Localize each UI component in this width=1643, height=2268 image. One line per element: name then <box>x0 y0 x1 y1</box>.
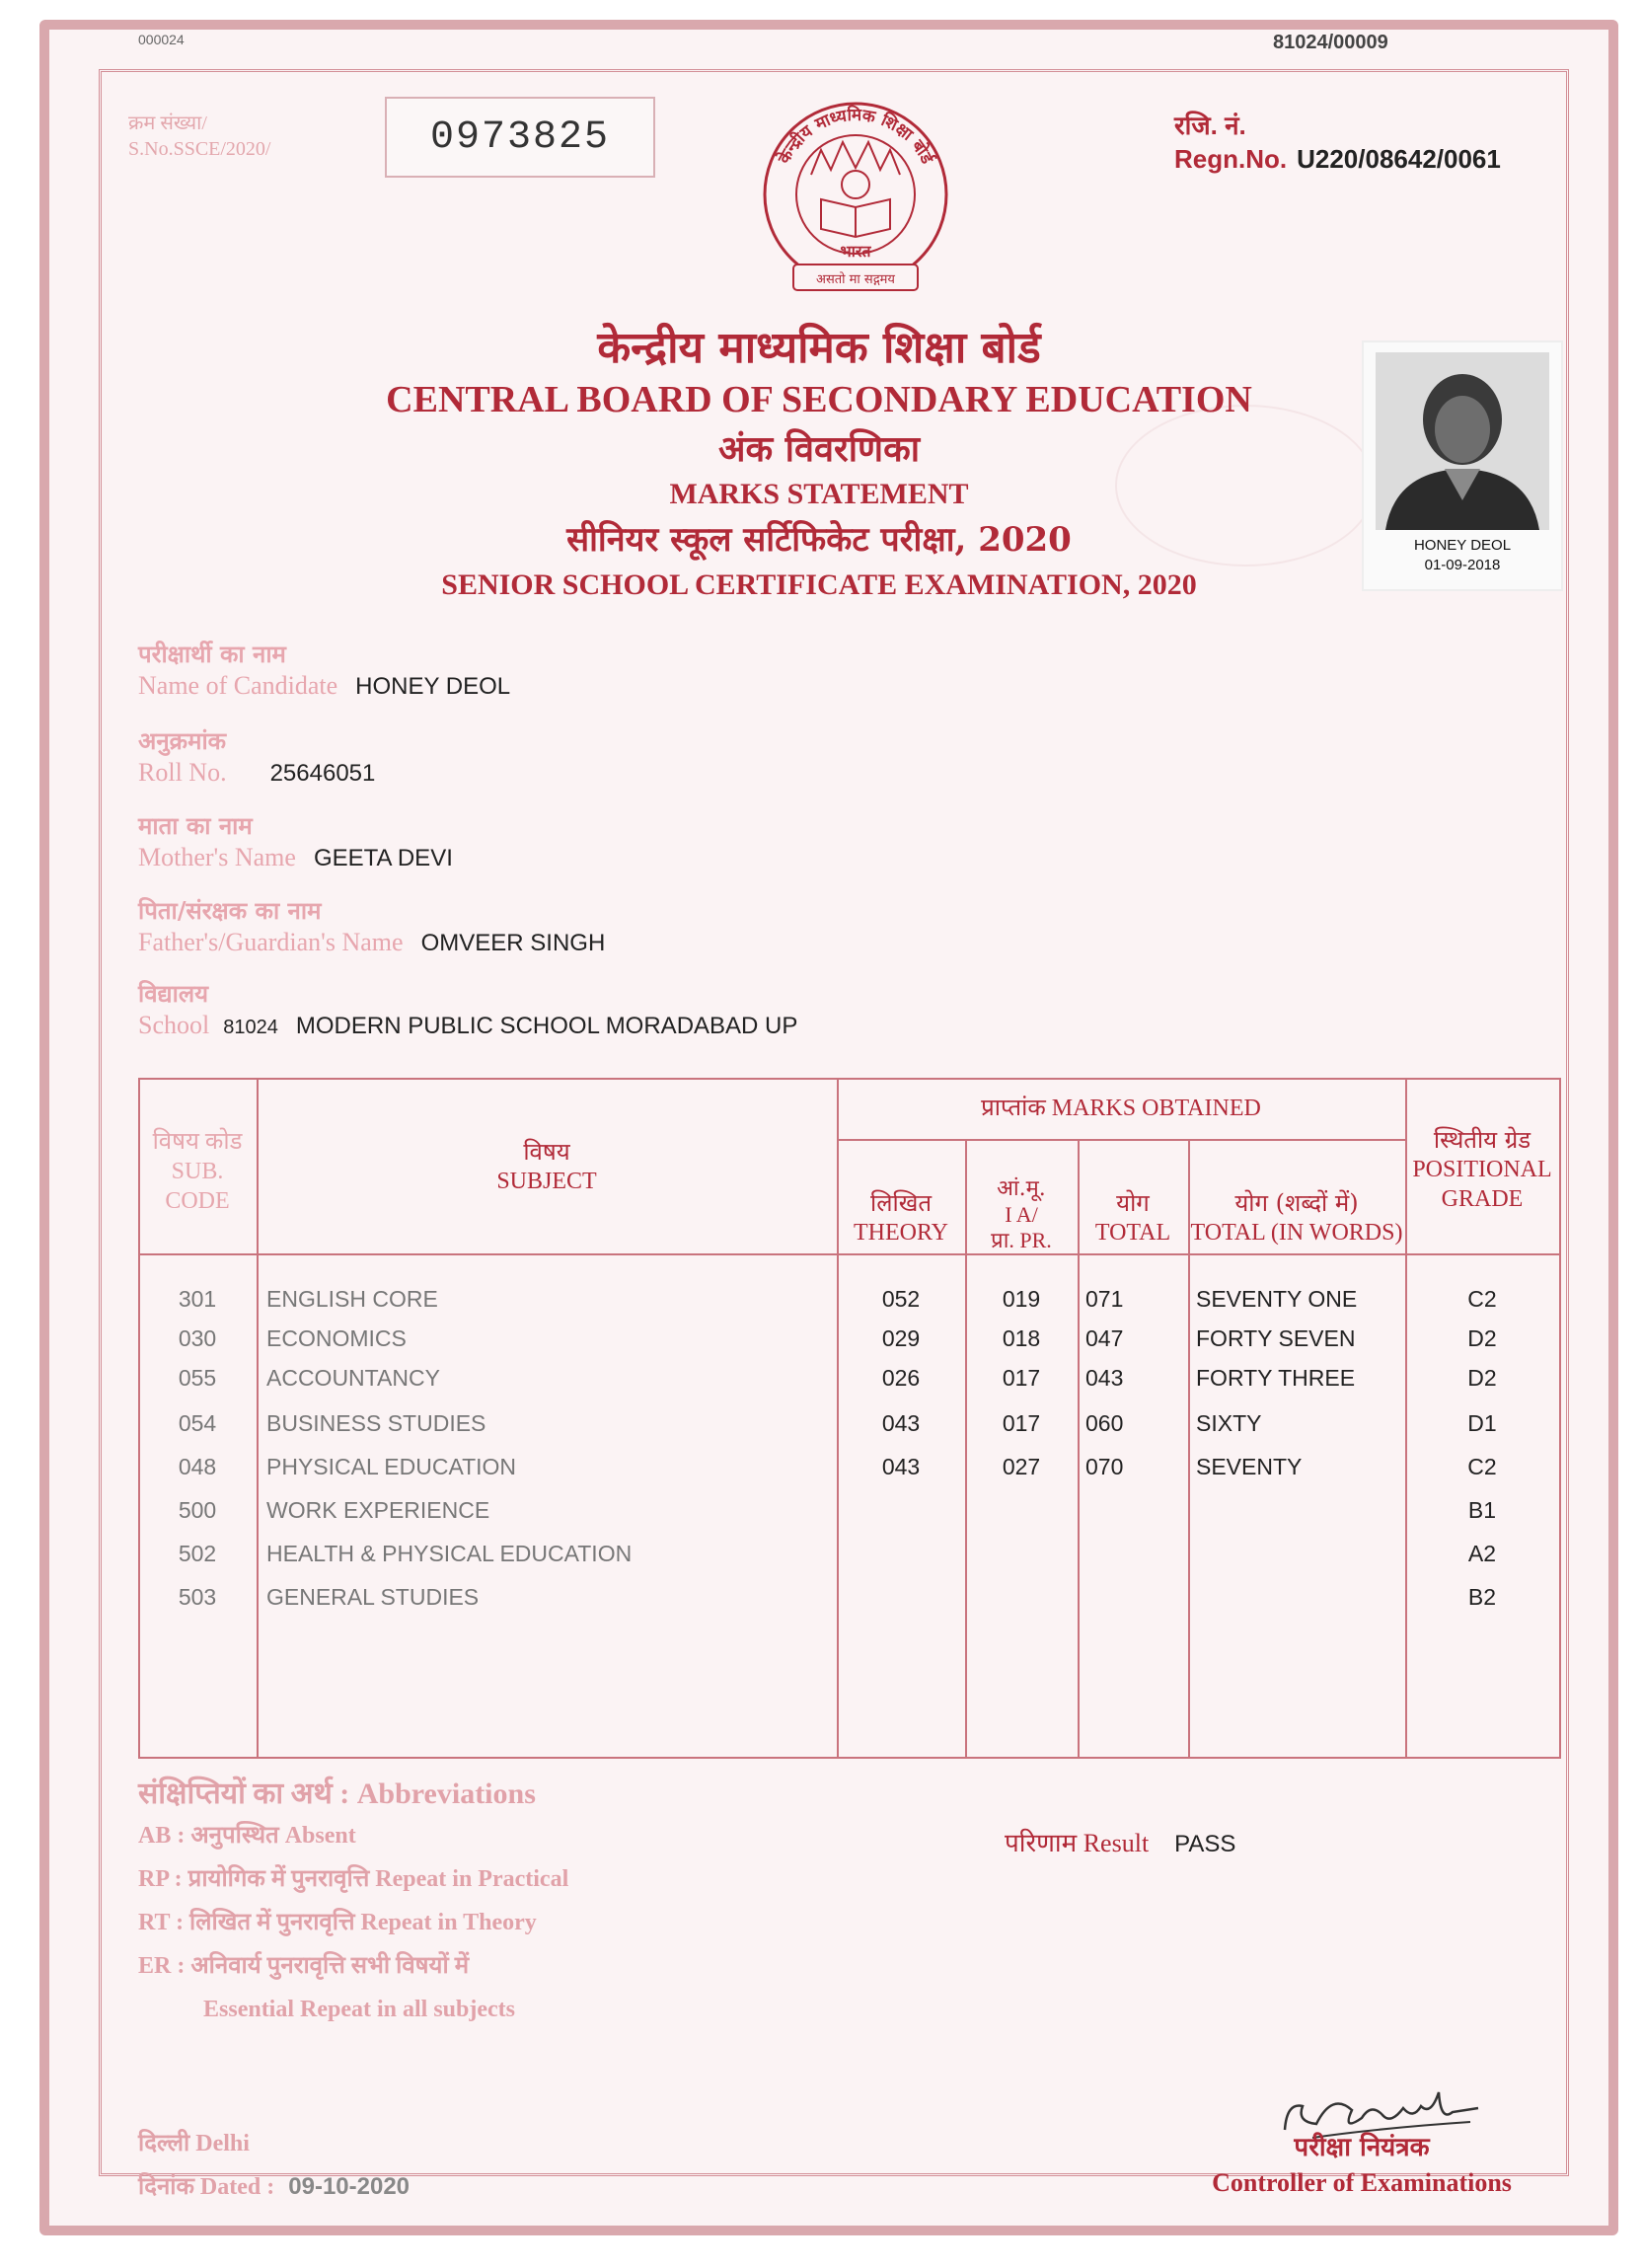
regn-value: U220/08642/0061 <box>1297 144 1501 174</box>
total-in-words: FORTY SEVEN <box>1196 1325 1356 1351</box>
ia-pr-marks: 019 <box>1002 1286 1041 1312</box>
theory-marks: 043 <box>881 1410 921 1436</box>
top-serial: 81024/00009 <box>1273 32 1388 53</box>
abbreviation-line: AB : अनुपस्थित Absent <box>138 1823 356 1849</box>
ia-pr-marks: 017 <box>1002 1410 1041 1436</box>
theory-marks: 052 <box>881 1286 921 1312</box>
roll-number-value: 25646051 <box>269 760 376 787</box>
positional-grade: B1 <box>1467 1497 1497 1523</box>
school-code-value: 81024 <box>223 1017 278 1038</box>
svg-text:केन्द्रीय माध्यमिक शिक्षा बोर् <box>773 105 937 168</box>
serial-number-box: 0973825 <box>385 97 655 178</box>
subject-name: BUSINESS STUDIES <box>266 1410 486 1436</box>
header-ia-pr: प्रा. PR. <box>991 1228 1052 1252</box>
board-title-hindi: केन्द्रीय माध्यमिक शिक्षा बोर्ड <box>597 323 1041 373</box>
ia-pr-marks: 027 <box>1002 1454 1041 1479</box>
positional-grade: D2 <box>1467 1365 1497 1391</box>
header-ia-english: I A/ <box>1005 1202 1038 1227</box>
header-sub-code <box>138 1127 257 1216</box>
table-border-top <box>138 1078 1561 1080</box>
school-label-hindi: विद्यालय <box>138 979 209 1008</box>
candidate-name-field <box>138 640 510 703</box>
result-label: परिणाम Result <box>1005 1829 1150 1857</box>
header-subject <box>257 1137 837 1196</box>
father-name-value: OMVEER SINGH <box>420 930 606 956</box>
total-in-words: FORTY THREE <box>1196 1365 1356 1391</box>
dated-label: दिनांक Dated : <box>138 2174 275 2200</box>
ia-pr-marks: 017 <box>1002 1365 1041 1391</box>
header-words-hindi: योग (शब्दों में) <box>1234 1189 1359 1217</box>
subject-name: PHYSICAL EDUCATION <box>266 1454 517 1479</box>
registration-number <box>1174 109 1501 176</box>
place-and-date <box>138 2122 410 2209</box>
sno-label-hindi: क्रम संख्या/ <box>128 113 207 134</box>
sub-code: 030 <box>178 1325 217 1351</box>
exam-title-english: SENIOR SCHOOL CERTIFICATE EXAMINATION, 2020 <box>441 568 1197 601</box>
header-sub-code-english: SUB. CODE <box>165 1159 230 1214</box>
father-label-hindi: पिता/संरक्षक का नाम <box>138 896 322 925</box>
total-in-words: SEVENTY <box>1196 1454 1303 1479</box>
roll-number-field <box>138 726 375 790</box>
header-total <box>1078 1188 1188 1247</box>
father-label: Father's/Guardian's Name <box>138 928 404 956</box>
document-titles <box>345 321 1293 605</box>
positional-grade: D1 <box>1467 1410 1497 1436</box>
positional-grade: C2 <box>1467 1454 1497 1479</box>
exam-title-hindi: सीनियर स्कूल सर्टिफिकेट परीक्षा, 2020 <box>566 520 1072 560</box>
header-total-in-words <box>1188 1188 1405 1247</box>
subject-name: HEALTH & PHYSICAL EDUCATION <box>266 1541 633 1566</box>
abbreviations-legend <box>138 1775 568 2031</box>
marks-statement-sheet <box>39 20 1618 2235</box>
ia-pr-marks: 018 <box>1002 1325 1041 1351</box>
school-name-value: MODERN PUBLIC SCHOOL MORADABAD UP <box>295 1013 798 1039</box>
abbreviation-line: RP : प्रायोगिक में पुनरावृत्ति Repeat in Practical <box>138 1866 569 1892</box>
header-total-english: TOTAL <box>1094 1220 1171 1246</box>
candidate-photo <box>1362 340 1563 591</box>
regn-label-hindi: रजि. नं. <box>1174 111 1246 140</box>
controller-title-hindi: परीक्षा नियंत्रक <box>1294 2133 1430 2162</box>
theory-marks: 043 <box>881 1454 921 1479</box>
positional-grade: D2 <box>1467 1325 1497 1351</box>
header-ia-hindi: आं.मू. <box>997 1176 1046 1201</box>
abbreviation-line: Essential Repeat in all subjects <box>203 1997 516 2022</box>
total-marks: 070 <box>1085 1454 1124 1479</box>
sub-code: 055 <box>178 1365 217 1391</box>
sub-code: 054 <box>178 1410 217 1436</box>
controller-of-examinations <box>1174 2130 1549 2201</box>
mother-name-value: GEETA DEVI <box>313 845 453 871</box>
sno-label <box>128 111 270 162</box>
marks-table <box>138 1078 1561 1759</box>
issue-date: 09-10-2020 <box>288 2173 411 2200</box>
sub-code: 301 <box>178 1286 217 1312</box>
header-theory-english: THEORY <box>854 1220 948 1246</box>
header-grade-english-2: GRADE <box>1441 1186 1524 1212</box>
header-theory-hindi: लिखित <box>869 1189 933 1217</box>
sub-code: 503 <box>178 1584 217 1610</box>
header-words-english: TOTAL (IN WORDS) <box>1190 1220 1403 1246</box>
header-grade-hindi: स्थितीय ग्रेड <box>1433 1126 1531 1154</box>
photo-caption-name: HONEY DEOL <box>1413 537 1512 554</box>
statement-title-english: MARKS STATEMENT <box>669 478 969 510</box>
seal-outer-text: केन्द्रीय माध्यमिक शिक्षा बोर्ड <box>774 105 937 168</box>
header-ia-pr <box>965 1176 1078 1253</box>
mother-label-hindi: माता का नाम <box>138 811 253 840</box>
school-field <box>138 979 797 1042</box>
table-border-bottom <box>138 1757 1561 1759</box>
subject-name: ECONOMICS <box>266 1325 407 1351</box>
header-subject-english: SUBJECT <box>496 1169 597 1194</box>
roll-label-hindi: अनुक्रमांक <box>138 726 227 755</box>
candidate-name-label-hindi: परीक्षार्थी का नाम <box>138 640 286 668</box>
abbreviation-line: RT : लिखित में पुनरावृत्ति Repeat in Theory <box>138 1910 537 1935</box>
board-seal-emblem <box>752 91 959 303</box>
header-marks-obtained: प्राप्तांक MARKS OBTAINED <box>981 1096 1261 1121</box>
header-total-hindi: योग <box>1116 1189 1150 1217</box>
mother-name-field <box>138 811 453 874</box>
header-sub-code-hindi: विषय कोड <box>152 1129 243 1155</box>
positional-grade: B2 <box>1467 1584 1497 1610</box>
place-city: दिल्ली Delhi <box>138 2131 250 2156</box>
candidate-name-value: HONEY DEOL <box>355 673 511 700</box>
board-title-english: CENTRAL BOARD OF SECONDARY EDUCATION <box>386 379 1252 420</box>
positional-grade: C2 <box>1467 1286 1497 1312</box>
candidate-name-label: Name of Candidate <box>138 671 338 700</box>
theory-marks: 029 <box>881 1325 921 1351</box>
header-subject-hindi: विषय <box>523 1138 570 1166</box>
total-in-words: SEVENTY ONE <box>1196 1286 1358 1312</box>
subject-name: GENERAL STUDIES <box>266 1584 480 1610</box>
table-border-right <box>1559 1078 1561 1759</box>
result-value: PASS <box>1174 1831 1236 1857</box>
father-name-field <box>138 896 605 959</box>
sub-code: 048 <box>178 1454 217 1479</box>
abbreviations-title: संक्षिप्तियों का अर्थ : Abbreviations <box>138 1777 536 1810</box>
photo-image <box>1376 352 1549 530</box>
subject-name: ENGLISH CORE <box>266 1286 438 1312</box>
seal-inner-text: भारत <box>840 242 871 261</box>
abbreviation-line: ER : अनिवार्य पुनरावृत्ति सभी विषयों में <box>138 1953 470 1979</box>
mother-label: Mother's Name <box>138 843 296 871</box>
sub-code: 502 <box>178 1541 217 1566</box>
header-grade-english: POSITIONAL <box>1412 1157 1552 1182</box>
theory-marks: 026 <box>881 1365 921 1391</box>
total-marks: 043 <box>1085 1365 1124 1391</box>
portrait-icon <box>1376 352 1549 530</box>
table-header-line <box>138 1253 1561 1255</box>
sno-label-english: S.No.SSCE/2020/ <box>128 138 271 160</box>
subject-name: ACCOUNTANCY <box>266 1365 440 1391</box>
header-positional-grade <box>1405 1125 1559 1214</box>
header-theory <box>837 1188 965 1247</box>
total-marks: 060 <box>1085 1410 1124 1436</box>
positional-grade: A2 <box>1467 1541 1497 1566</box>
controller-title-english: Controller of Examinations <box>1212 2168 1512 2197</box>
seal-motto: असतो मा सद्गमय <box>816 272 895 287</box>
marks-subheader-line <box>837 1139 1407 1141</box>
subject-name: WORK EXPERIENCE <box>266 1497 490 1523</box>
total-in-words: SIXTY <box>1196 1410 1262 1436</box>
total-marks: 071 <box>1085 1286 1124 1312</box>
regn-label-english: Regn.No. <box>1174 144 1288 174</box>
school-label: School <box>138 1011 210 1039</box>
sub-code: 500 <box>178 1497 217 1523</box>
roll-label: Roll No. <box>138 758 227 787</box>
statement-title-hindi: अंक विवरणिका <box>717 428 921 470</box>
photo-caption <box>1364 536 1561 575</box>
result <box>1005 1824 1235 1859</box>
total-marks: 047 <box>1085 1325 1124 1351</box>
photo-caption-date: 01-09-2018 <box>1424 557 1501 573</box>
corner-code: 000024 <box>138 32 185 47</box>
